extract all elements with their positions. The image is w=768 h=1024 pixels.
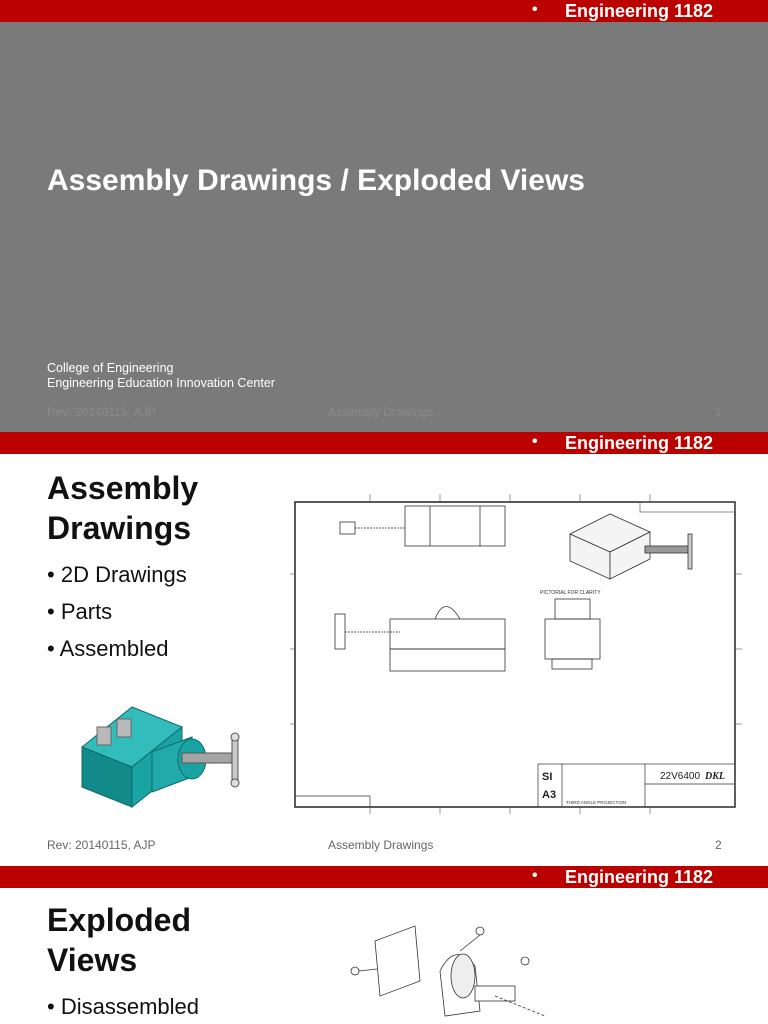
exploded-view-drawing bbox=[345, 921, 565, 1024]
header-bullet: • bbox=[532, 867, 538, 884]
heading-line-1: Assembly bbox=[47, 470, 199, 506]
footer-page: 2 bbox=[715, 838, 722, 852]
title-slide bbox=[0, 0, 768, 432]
vise-3d-image bbox=[72, 697, 252, 827]
projection-note: THIRD ANGLE PROJECTION bbox=[566, 800, 627, 805]
bullet-text: Parts bbox=[60, 599, 113, 624]
course-name: Engineering 1182 bbox=[565, 867, 714, 887]
bullet-item: • Disassembled bbox=[47, 994, 199, 1019]
subtitle-center: Engineering Education Innovation Center bbox=[47, 376, 275, 390]
footer-title: Assembly Drawings bbox=[328, 838, 434, 852]
bullet-text: Assembled bbox=[59, 636, 169, 661]
bullet-text: 2D Drawings bbox=[60, 562, 187, 587]
subtitle-college: College of Engineering bbox=[47, 361, 174, 375]
sheet-size: A3 bbox=[542, 789, 557, 801]
bullet-text: Disassembled bbox=[60, 994, 199, 1019]
header-bullet: • bbox=[532, 433, 538, 450]
course-name: Engineering 1182 bbox=[565, 1, 714, 21]
heading-line-2: Drawings bbox=[47, 510, 192, 546]
bullet-item: • Parts bbox=[47, 599, 113, 624]
footer-page: 1 bbox=[715, 405, 722, 419]
assembly-drawings-slide bbox=[0, 432, 768, 866]
heading-line-1: Exploded bbox=[47, 902, 192, 938]
bullet-item: • 2D Drawings bbox=[47, 562, 187, 587]
units-label: SI bbox=[542, 771, 553, 783]
company-logo: DKL bbox=[705, 771, 725, 782]
part-number: 22V6400 bbox=[660, 771, 701, 782]
course-name: Engineering 1182 bbox=[565, 433, 714, 453]
heading-line-2: Views bbox=[47, 942, 138, 978]
slide-title: Assembly Drawings / Exploded Views bbox=[47, 164, 585, 197]
pictorial-note: PICTORIAL FOR CLARITY bbox=[540, 590, 601, 596]
footer-title: Assembly Drawings bbox=[328, 405, 434, 419]
footer-rev: Rev: 20140115, AJP bbox=[47, 405, 156, 419]
header-bullet: • bbox=[532, 1, 538, 18]
header-bar bbox=[0, 866, 768, 888]
footer-rev: Rev: 20140115, AJP bbox=[47, 838, 156, 852]
bullet-item: • Assembled bbox=[47, 636, 169, 661]
exploded-views-slide bbox=[0, 866, 768, 1024]
assembly-drawing-sheet bbox=[290, 494, 750, 824]
header-bar bbox=[0, 432, 768, 454]
header-bar bbox=[0, 0, 768, 22]
